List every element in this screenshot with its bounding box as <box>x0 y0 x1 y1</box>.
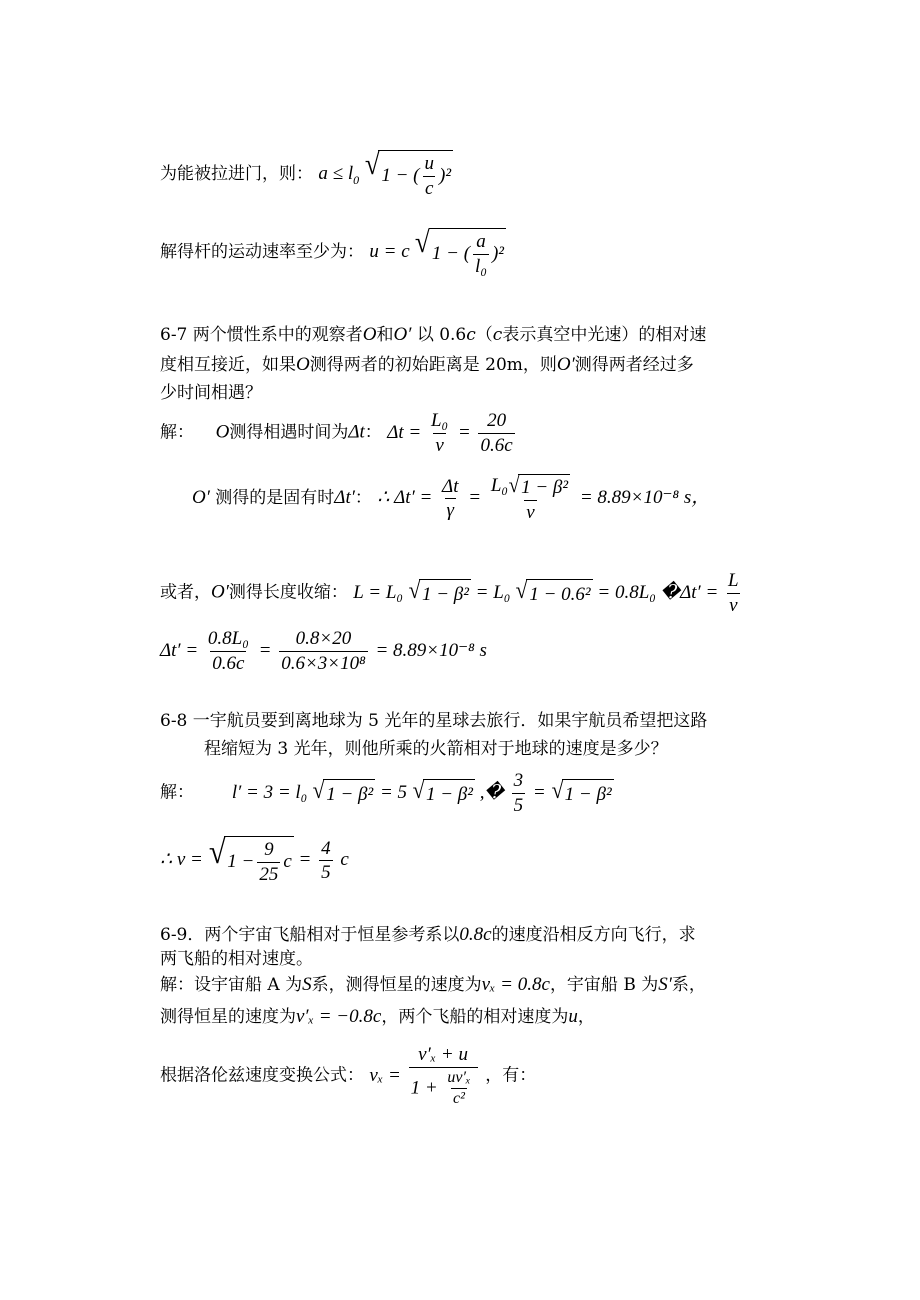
eq-velocity: ∴ v = √ 1 − $\frac{9}{25}$ c = $\frac{4}{5}$ c <box>160 834 349 885</box>
result-speed-line <box>160 228 506 278</box>
text-fragment: v′ₓ = −0.8c <box>296 1006 382 1027</box>
text-fragment: l′ = 3 = l₀ <box>231 781 308 803</box>
text-fragment: 解： <box>160 782 194 803</box>
text-fragment: L = L₀ <box>353 581 404 603</box>
text-fragment: c <box>492 325 503 345</box>
text-fragment: 5 <box>513 794 524 816</box>
text-fragment: = <box>532 781 546 803</box>
solution-6-9-line2 <box>160 1004 595 1030</box>
text-fragment: u <box>568 1006 578 1027</box>
text-fragment: c <box>283 851 292 873</box>
text-fragment: O <box>296 354 310 375</box>
eq-contracted-length: l′ = 3 = l₀ √ 1 − β² = 5 √ 1 − β² ,� $\frac{3}{5}$ = √ 1 − β² <box>231 770 612 816</box>
text-fragment: 1 − β² <box>562 779 614 808</box>
text-fragment: 1 − 0.6² <box>526 579 592 608</box>
text-fragment: Δt <box>442 475 459 497</box>
text-fragment: S′ <box>658 974 672 995</box>
text-fragment: = 5 <box>379 781 408 803</box>
eq-proper-time: ∴ Δt′ = $\frac{\Delta t}{\gamma}$ = L₀ √ 1 − β² v = 8.89×10⁻⁸ s， <box>377 472 711 523</box>
text-fragment: ， <box>577 1007 595 1027</box>
text-fragment: 0.8×20 <box>295 628 352 649</box>
text-fragment: = <box>258 639 272 661</box>
text-fragment: L₀ <box>490 474 508 496</box>
text-fragment: )² <box>491 243 504 265</box>
text-fragment: ,� <box>479 781 504 803</box>
text-fragment: 1 − ( <box>431 243 471 265</box>
text-fragment: u <box>424 153 434 174</box>
text-fragment: = 8.89×10⁻⁸ s， <box>579 487 711 509</box>
text-fragment: 少时间相遇？ <box>160 383 262 403</box>
eq-length-contraction: L = L₀ √ 1 − β² = L₀ √ 1 − 0.6² = 0.8L₀ �Δt′ = $\frac{L}{v}$ <box>353 570 739 616</box>
text-fragment: v <box>729 594 738 616</box>
eq-speed: u = c √ 1 − ( $\frac{a}{\text{l₀}}$ )² <box>369 226 504 277</box>
eq-lorentz-velocity <box>369 1044 485 1108</box>
text-fragment: 1 − β² <box>323 779 375 808</box>
text-fragment: 测得恒星的速度为 <box>160 1007 296 1027</box>
text-fragment: 6-7 两个惯性系中的观察者 <box>160 325 363 345</box>
text-fragment: 3 <box>513 770 524 791</box>
text-fragment: 测得相遇时间为 <box>229 422 349 443</box>
text-fragment: S <box>302 974 312 995</box>
text-fragment: 20 <box>487 410 507 431</box>
text-fragment: 5 <box>321 862 331 884</box>
text-fragment: 6-9．两个宇宙飞船相对于恒星参考系以 <box>160 925 460 945</box>
eq-condition: $a \le l_0$ √ 1 − ( $\frac{u}{c}$ )² <box>318 148 452 199</box>
text-fragment: ，宇宙船 B 为 <box>549 975 659 995</box>
text-fragment: 解： <box>160 422 194 443</box>
text-fragment: = <box>298 849 312 871</box>
text-fragment: 根据洛伦兹速度变换公式： <box>160 1065 364 1086</box>
solution-6-8-step1 <box>160 770 614 817</box>
eq-time <box>387 410 517 456</box>
text-fragment: 和 <box>376 325 394 345</box>
text-fragment: c² <box>453 1090 465 1108</box>
text-fragment: u = c <box>369 241 410 263</box>
problem-6-7-line2 <box>160 352 694 378</box>
text-fragment: 4 <box>321 837 331 859</box>
text-fragment: 6-8 一宇航员要到离地球为 5 光年的星球去旅行．如果宇航员希望把这路 <box>160 711 708 731</box>
text-fragment: 0.8L₀ <box>207 628 249 649</box>
solution-6-8-result <box>160 836 349 886</box>
text-fragment: a <box>476 231 486 252</box>
text-fragment: Δt <box>348 421 365 443</box>
solution-6-9-line1 <box>160 972 706 998</box>
text-fragment: = 8.89×10⁻⁸ s <box>375 639 487 661</box>
text-fragment: 1 − <box>227 851 255 873</box>
text-fragment: 0.6c <box>480 434 513 456</box>
text-fragment: 或者， <box>160 582 211 603</box>
text-fragment: ，有： <box>485 1065 537 1086</box>
text-fragment: ∴ Δt′ = <box>377 487 433 509</box>
solution-6-7-step2: O′ 测得的是固有时Δt′： ∴ Δt′ = $\frac{\Delta t}{\gamma}$ = L₀ √ 1 − β² v = 8.89×10⁻⁸ s， <box>192 472 711 523</box>
problem-6-8-line2 <box>204 736 668 762</box>
text-fragment: l₀ <box>475 255 487 277</box>
text-fragment: 程缩短为 3 光年，则他所乘的火箭相对于地球的速度是多少？ <box>204 739 668 759</box>
text-fragment: O′ <box>211 581 229 603</box>
text-fragment: 1 + <box>410 1077 438 1099</box>
text-fragment: uv′ₓ <box>447 1068 471 1086</box>
text-fragment: 测得两者的初始距离是 20m，则 <box>309 355 557 375</box>
text-fragment: = L₀ <box>475 581 511 603</box>
text-fragment: 0.8c <box>459 924 492 945</box>
text-fragment: （ <box>475 325 493 345</box>
text-fragment: 以 0.6 <box>416 325 467 345</box>
problem-6-9-line1 <box>160 922 696 948</box>
text-fragment: c <box>425 177 434 199</box>
text-fragment: L₀ <box>430 410 449 431</box>
text-fragment: 两飞船的相对速度。 <box>160 949 313 969</box>
text-fragment: vₓ = <box>369 1064 401 1086</box>
text-fragment: Δt′ <box>334 487 355 509</box>
solution-6-7-alt <box>160 570 744 617</box>
text-fragment: Δt = <box>387 421 422 443</box>
text-fragment: 1 − ( <box>381 165 420 187</box>
text-fragment: 1 − β² <box>419 579 471 608</box>
problem-6-8-line1 <box>160 708 707 734</box>
problem-6-9-line2 <box>160 946 313 972</box>
text-fragment: L <box>728 570 739 591</box>
text-fragment: O <box>362 324 377 345</box>
text-fragment: = 0.8L₀ �Δt′ = <box>597 581 719 603</box>
condition-line <box>160 150 453 200</box>
text-fragment: 1 − β² <box>518 474 570 499</box>
text-fragment: 9 <box>264 839 274 860</box>
text-fragment: 的速度沿相反方向飞行，求 <box>491 925 696 945</box>
text-fragment: vₓ = 0.8c <box>481 974 550 995</box>
text-fragment: 0.6×3×10⁸ <box>281 652 366 674</box>
solution-6-9-lorentz <box>160 1044 536 1109</box>
text-fragment: 解：设宇宙船 A 为 <box>160 975 303 995</box>
text-fragment: 测得两者经过多 <box>574 355 694 375</box>
text-fragment: 25 <box>259 863 279 885</box>
text-fragment: v <box>435 434 444 456</box>
text-fragment: γ <box>446 500 455 522</box>
text-fragment: Δt′ = <box>160 639 199 661</box>
text-fragment: a ≤ l <box>318 163 354 185</box>
text-fragment: 表示真空中光速）的相对速 <box>502 325 707 345</box>
text-fragment: 0.6c <box>212 652 245 674</box>
problem-6-7-line1 <box>160 322 706 348</box>
solution-6-7-result <box>160 628 487 675</box>
text-fragment: 测得的是固有时 <box>215 488 335 509</box>
text: 解得杆的运动速率至少为： <box>160 242 364 263</box>
text-fragment: O′ <box>556 354 575 375</box>
text-fragment: v′ₓ + u <box>418 1044 468 1065</box>
text-fragment: 1 − β² <box>423 779 475 808</box>
text-fragment: c <box>340 849 349 871</box>
text-fragment: c <box>466 325 476 345</box>
text-fragment: O <box>215 421 230 443</box>
problem-6-7-line3 <box>160 380 262 406</box>
text-fragment: = <box>468 487 482 509</box>
text-fragment: )² <box>439 165 452 187</box>
solution-6-7-step1: 解： O测得相遇时间为Δt： Δt = $\frac{\text{L₀}}{v}$ = $\frac{20}{0.6c}$ <box>160 410 518 457</box>
text: 为能被拉进门，则： <box>160 164 313 185</box>
text-fragment: 系， <box>671 975 706 995</box>
text-fragment: 测得长度收缩： <box>228 582 348 603</box>
text-fragment: 系，测得恒星的速度为 <box>311 975 482 995</box>
text-fragment: = <box>457 421 471 443</box>
text-fragment: 度相互接近，如果 <box>160 355 296 375</box>
text-fragment: O′ <box>393 324 412 345</box>
text-fragment: ∴ v = <box>160 849 203 871</box>
text-fragment: v <box>526 501 535 523</box>
text-fragment: ，两个飞船的相对速度为 <box>381 1007 569 1027</box>
text-fragment: O′ <box>192 487 210 509</box>
